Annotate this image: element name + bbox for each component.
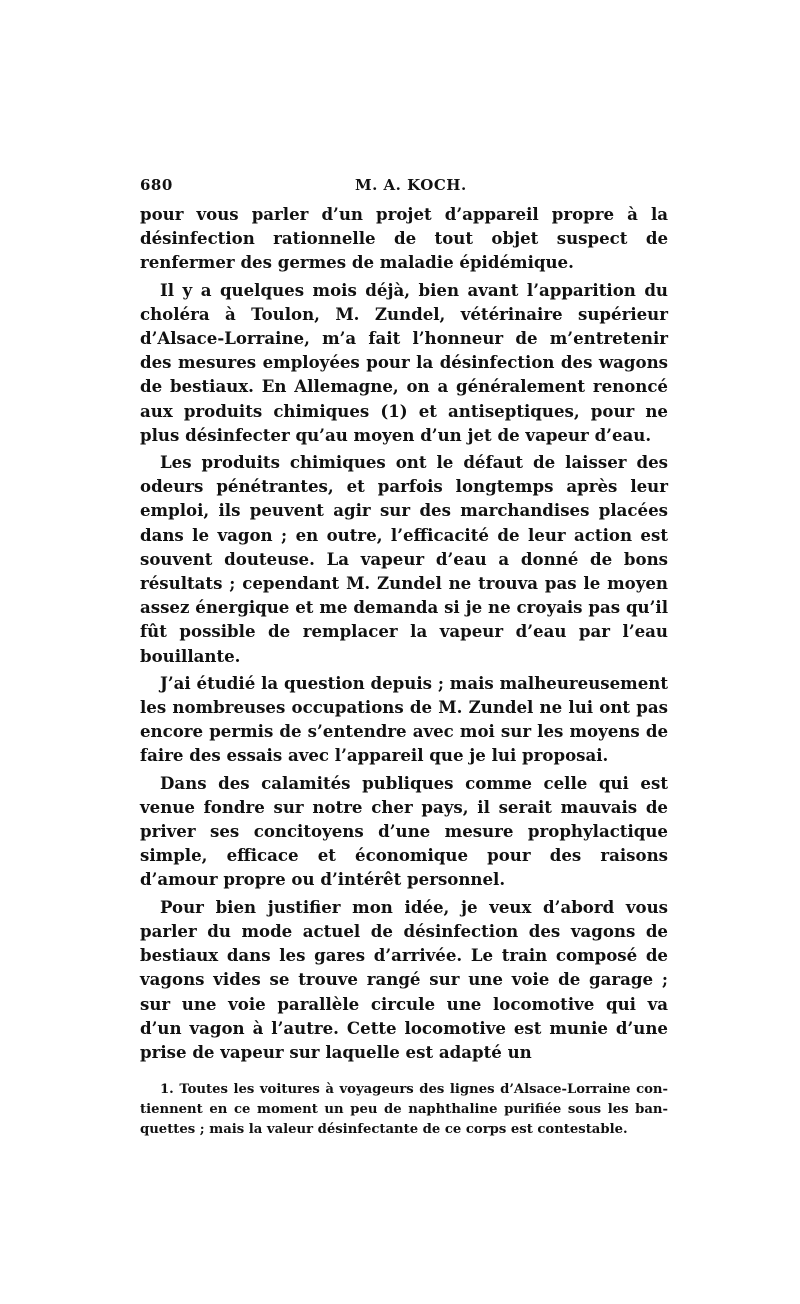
- paragraph: Pour bien justifier mon idée, je veux d’abord vous parler du mode actuel de désinfection des vagons de bestiaux dans les gares d’arrivée. Le train composé de vagons vides se trouve rangé sur une voie de garage ; sur une voie parallèle circule une locomotive qui va d’un vagon à l’autre. Cette locomotive est munie d’une prise de vapeur sur laquelle est adapté un: [140, 896, 668, 1062]
- page-header: [140, 176, 668, 200]
- paragraph: pour vous parler d’un projet d’appareil propre à la désinfection rationnelle de tout objet suspect de renfermer des germes de maladie épidémique.: [140, 204, 668, 273]
- footnote: 1. Toutes les voitures à voyageurs des lignes d’Alsace-Lorraine contiennent en ce moment un peu de naphthaline purifiée sous les banquettes ; mais la valeur désinfectante de ce corps est contestable.: [140, 1082, 668, 1138]
- paragraph: Dans des calamités publiques comme celle qui est venue fondre sur notre cher pays, il serait mauvais de priver ses concitoyens d’une mesure prophylactique simple, efficace et économique pour des raisons d’amour propre ou d’intérêt personnel.: [140, 772, 668, 890]
- paragraph: Les produits chimiques ont le défaut de laisser des odeurs pénétrantes, et parfois longtemps après leur emploi, ils peuvent agir sur des marchandises placées dans le vagon ; en outre, l’efficacité de leur action est souvent douteuse. La vapeur d’eau a donné de bons résultats ; cependant M. Zundel ne trouva pas le moyen assez énergique et me demanda si je ne croyais pas qu’il fût possible de remplacer la vapeur d’eau par l’eau bouillante.: [140, 452, 668, 666]
- page-number: 680: [140, 176, 173, 194]
- book-page: [140, 176, 668, 1140]
- body-text: [140, 202, 668, 1064]
- paragraph: J’ai étudié la question depuis ; mais malheureusement les nombreuses occupations de M. Zundel ne lui ont pas encore permis de s’entendre avec moi sur les moyens de faire des essais avec l’appareil que je lui proposai.: [140, 672, 668, 766]
- running-title: M. A. KOCH.: [355, 176, 467, 194]
- paragraph: Il y a quelques mois déjà, bien avant l’apparition du choléra à Toulon, M. Zundel, vétérinaire supérieur d’Alsace-Lorraine, m’a fait l’honneur de m’entretenir des mesures employées pour la désinfection des wagons de bestiaux. En Allemagne, on a généralement renoncé aux produits chimiques (1) et antiseptiques, pour ne plus désinfecter qu’au moyen d’un jet de vapeur d’eau.: [140, 279, 668, 445]
